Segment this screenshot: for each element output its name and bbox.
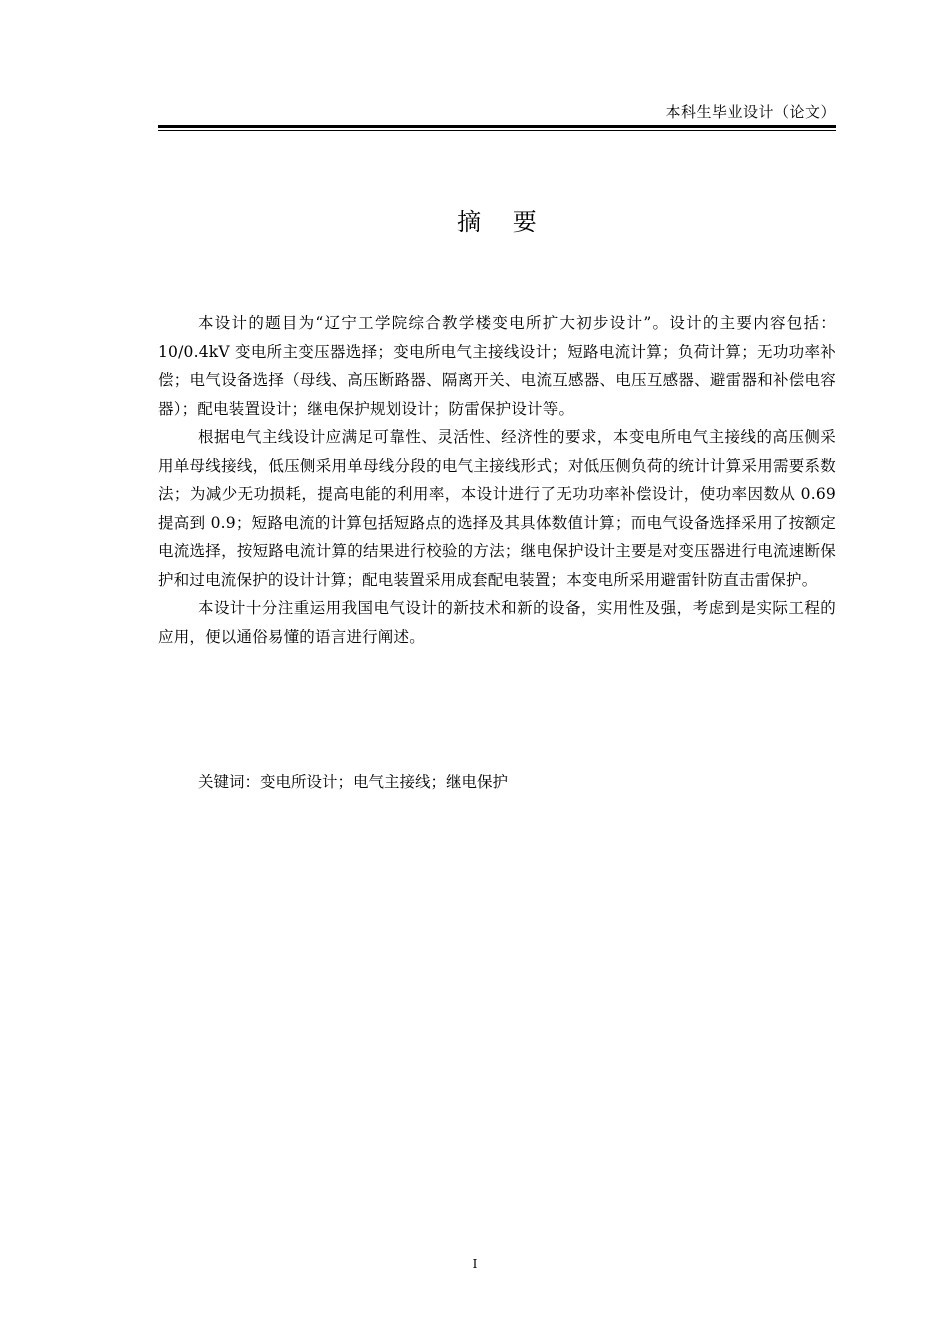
- keywords-line: 关键词：变电所设计；电气主接线；继电保护: [198, 773, 509, 791]
- running-header: 本科生毕业设计（论文）: [665, 103, 836, 121]
- header-rule-thin: [158, 130, 836, 131]
- abstract-paragraph-1: 本设计的题目为“辽宁工学院综合教学楼变电所扩大初步设计”。设计的主要内容包括：10/0.4kV 变电所主变压器选择；变电所电气主接线设计；短路电流计算；负荷计算；无功功率补偿；电气设备选择（母线、高压断路器、隔离开关、电流互感器、电压互感器、避雷器和补偿电容器）；配电装置设计；继电保护规划设计；防雷保护设计等。: [158, 314, 836, 418]
- abstract-paragraph-3: 本设计十分注重运用我国电气设计的新技术和新的设备，实用性及强，考虑到是实际工程的应用，便以通俗易懂的语言进行阐述。: [158, 599, 836, 646]
- abstract-title: 摘 要: [457, 208, 549, 236]
- abstract-body: [158, 309, 836, 651]
- header-rule-thick: [158, 125, 836, 128]
- abstract-paragraph-2: 根据电气主线设计应满足可靠性、灵活性、经济性的要求，本变电所电气主接线的高压侧采用单母线接线，低压侧采用单母线分段的电气主接线形式；对低压侧负荷的统计计算采用需要系数法；为减少无功损耗，提高电能的利用率，本设计进行了无功功率补偿设计，使功率因数从 0.69 提高到 0.9；短路电流的计算包括短路点的选择及其具体数值计算；而电气设备选择采用了按额定电流选择，按短路电流计算的结果进行校验的方法；继电保护设计主要是对变压器进行电流速断保护和过电流保护的设计计算；配电装置采用成套配电装置；本变电所采用避雷针防直击雷保护。: [158, 428, 836, 589]
- page-number: I: [472, 1257, 478, 1271]
